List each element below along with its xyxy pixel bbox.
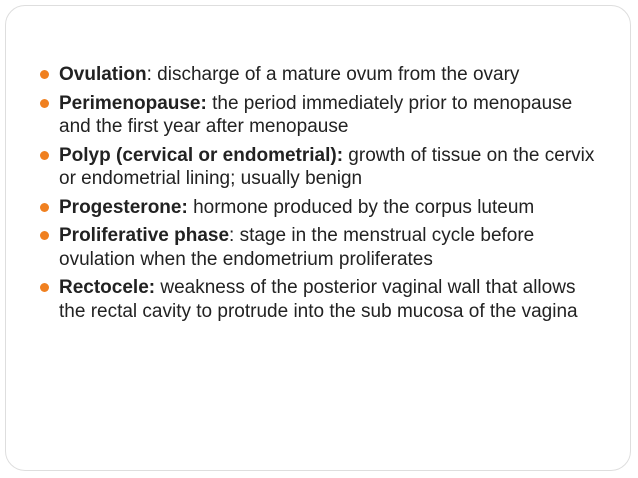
term-name: Ovulation	[59, 64, 147, 85]
term-item-rectocele	[40, 276, 600, 323]
term-item-polyp	[40, 144, 600, 191]
bullet-dot-icon	[40, 151, 49, 160]
bullet-dot-icon	[40, 203, 49, 212]
term-list	[40, 63, 600, 328]
term-item-progesterone	[40, 196, 600, 220]
term-definition: discharge of a mature ovum from the ovary	[151, 64, 520, 85]
term-item-perimenopause	[40, 92, 600, 139]
bullet-dot-icon	[40, 70, 49, 79]
bullet-dot-icon	[40, 231, 49, 240]
term-definition: the period immediately prior to menopause and the first year after menopause	[59, 92, 573, 137]
term-definition: hormone produced by the corpus luteum	[187, 196, 535, 218]
term-definition: growth of tissue on the cervix or endometrial lining; usually benign	[59, 144, 595, 189]
bullet-dot-icon	[40, 99, 49, 108]
term-definition: stage in the menstrual cycle before ovulation when the endometrium proliferates	[59, 225, 535, 270]
term-name: Polyp (cervical or endometrial):	[59, 144, 344, 166]
term-name: Rectocele:	[59, 277, 156, 298]
term-item-proliferative-phase	[40, 224, 600, 271]
term-name: Progesterone:	[59, 196, 188, 218]
bullet-dot-icon	[40, 283, 49, 292]
term-separator: :	[146, 64, 152, 85]
term-item-ovulation	[40, 63, 600, 87]
term-name: Proliferative phase	[59, 225, 230, 246]
term-separator: :	[229, 225, 235, 246]
term-name: Perimenopause:	[59, 92, 207, 114]
term-definition: weakness of the posterior vaginal wall that allows the rectal cavity to protrude into the sub mucosa of the vagina	[59, 277, 578, 322]
